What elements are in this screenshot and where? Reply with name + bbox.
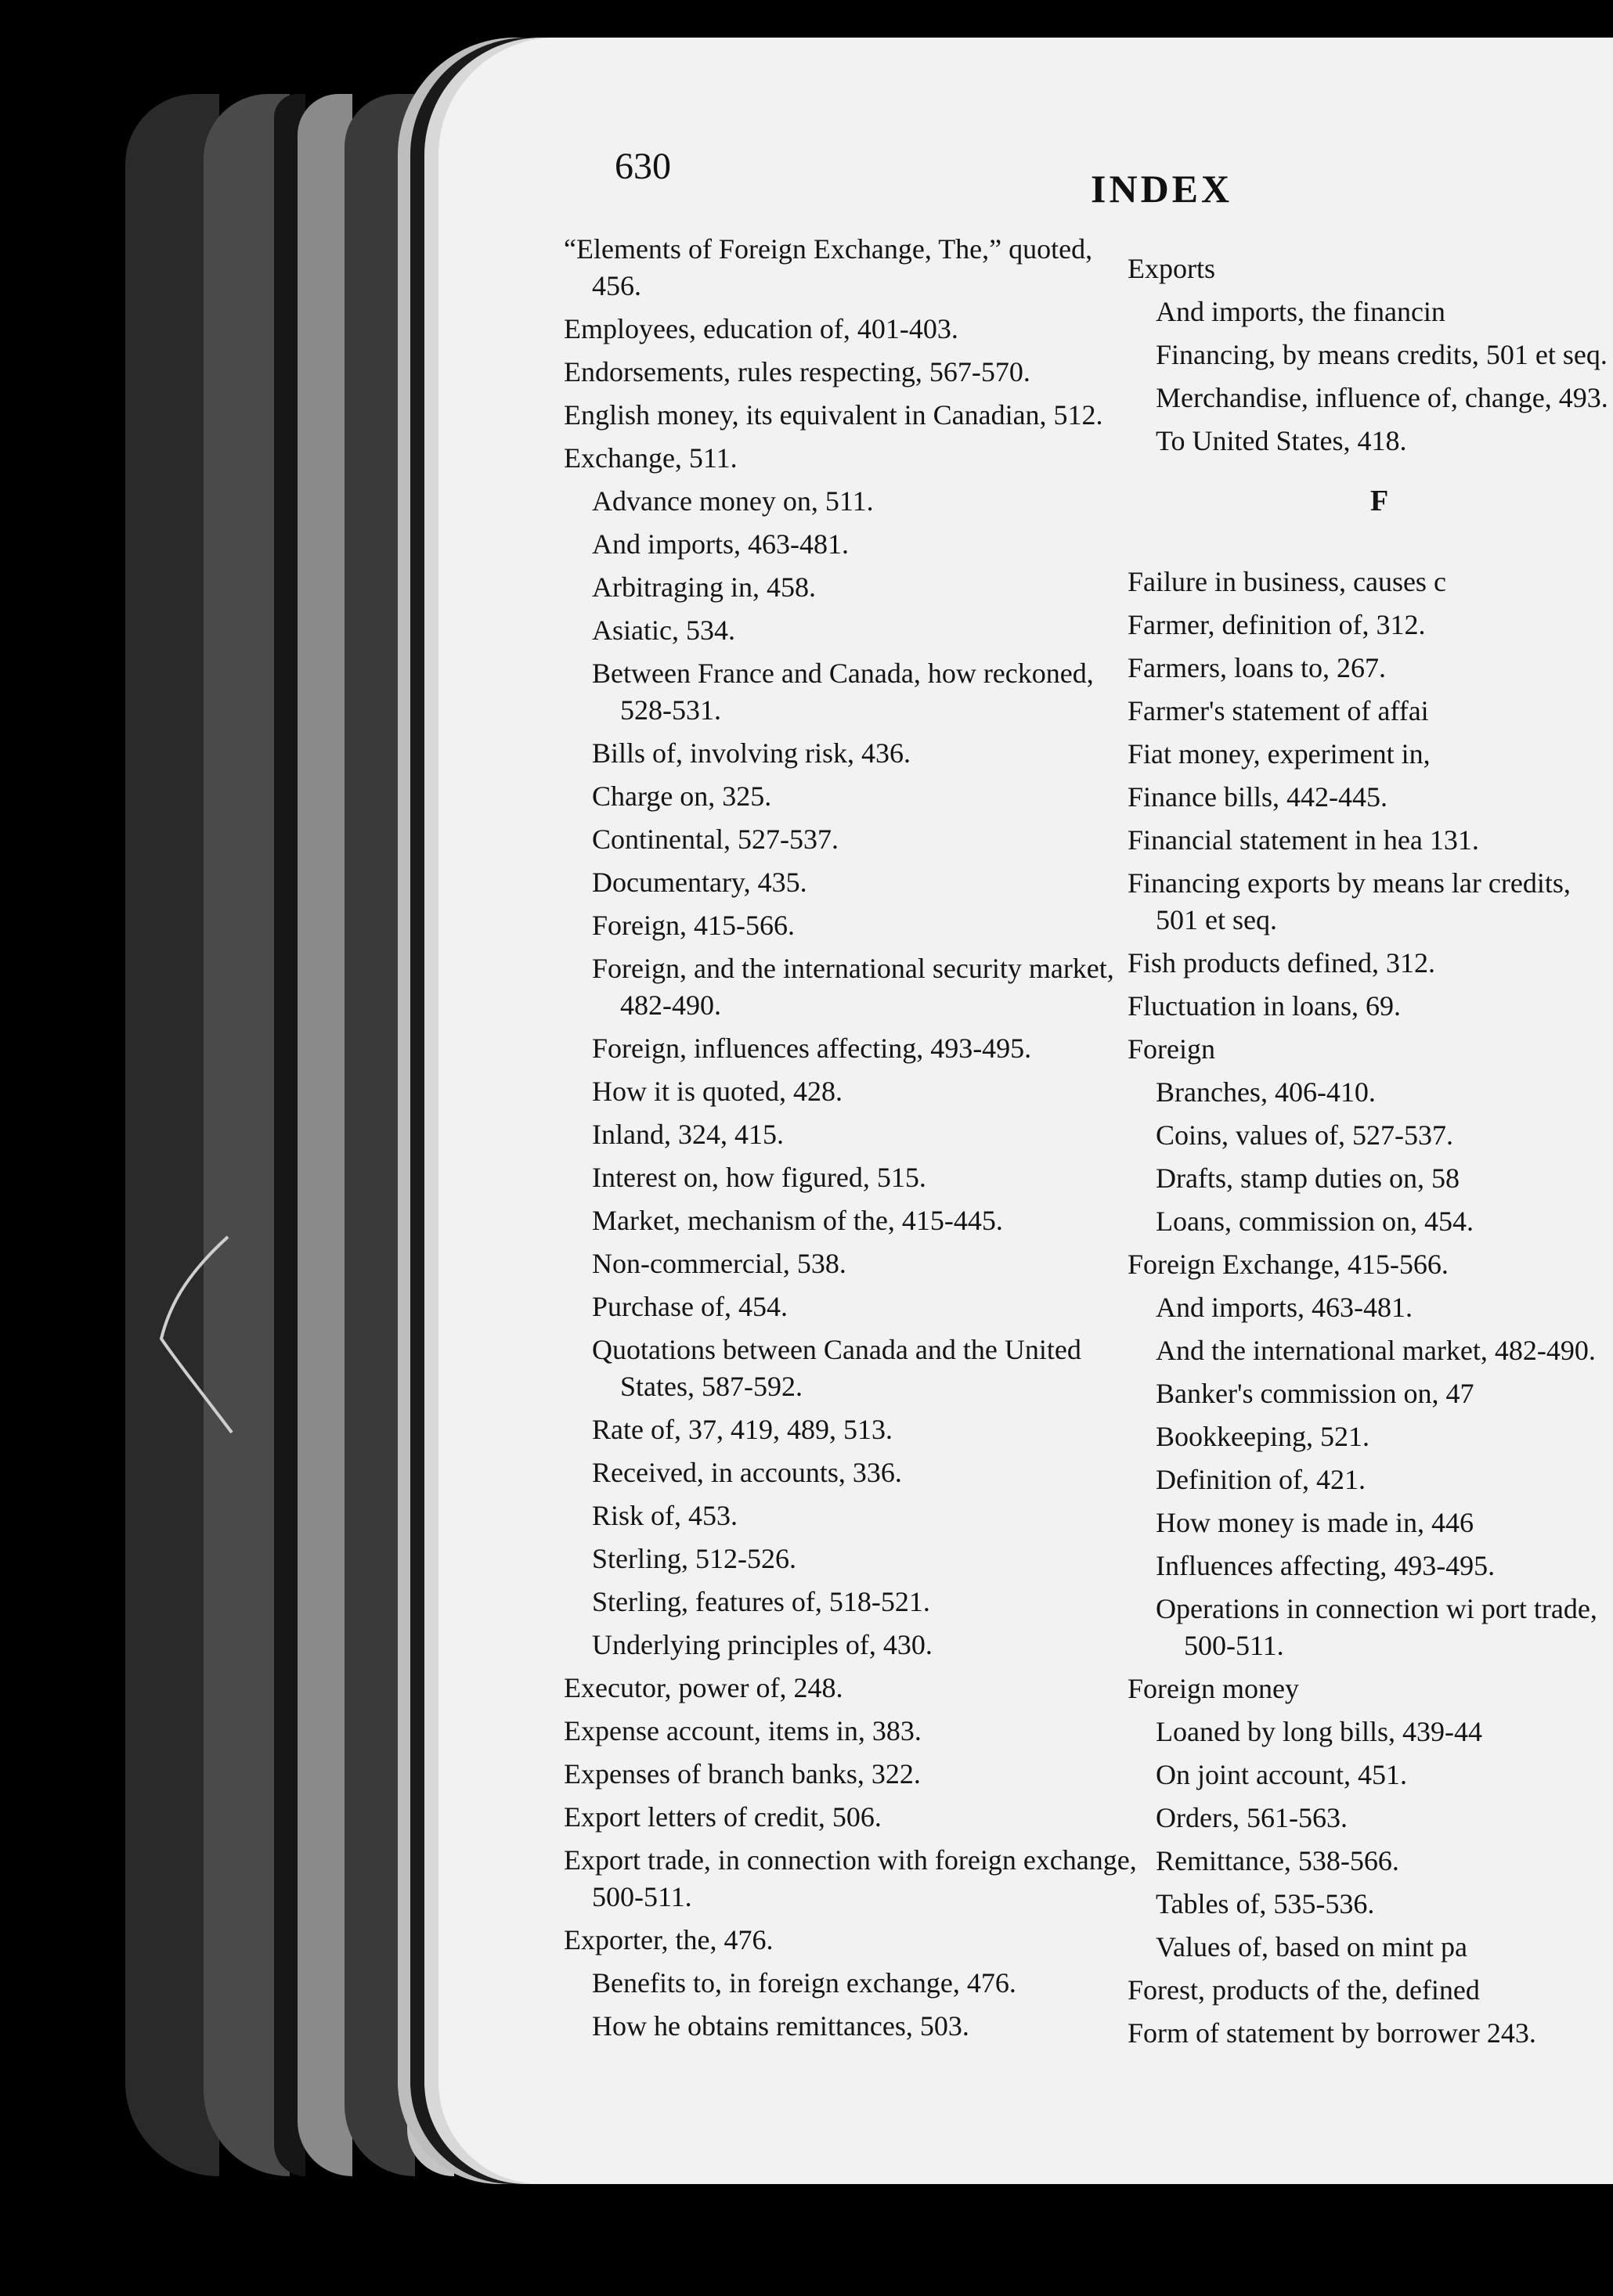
- index-entry: Farmers, loans to, 267.: [1128, 652, 1386, 683]
- index-subentry: And imports, 463-481.: [1156, 1292, 1413, 1323]
- index-entry: Financial statement in hea 131.: [1128, 824, 1479, 856]
- index-subentry: Tables of, 535-536.: [1156, 1888, 1375, 1919]
- index-subentry: Orders, 561-563.: [1156, 1802, 1348, 1833]
- index-entry: Exports: [1128, 253, 1215, 284]
- index-column-left: [564, 231, 1143, 2051]
- index-subentry: Financing, by means credits, 501 et seq.: [1156, 339, 1608, 370]
- index-entry: Foreign: [1128, 1033, 1215, 1065]
- index-entry: Farmer's statement of affai: [1128, 695, 1429, 726]
- index-entry: Finance bills, 442-445.: [1128, 781, 1387, 813]
- index-entry: “Elements of Foreign Exchange, The,” quoted, 456.: [564, 233, 1093, 301]
- index-entry: Executor, power of, 248.: [564, 1672, 843, 1703]
- index-subentry: Remittance, 538-566.: [1156, 1845, 1399, 1876]
- index-subentry: Merchandise, influence of, change, 493.: [1156, 382, 1608, 413]
- index-subentry: Between France and Canada, how reckoned, 528-531.: [592, 658, 1094, 726]
- index-subentry: To United States, 418.: [1156, 425, 1407, 456]
- index-subentry: On joint account, 451.: [1156, 1759, 1407, 1790]
- index-subentry: And imports, the financin: [1156, 296, 1445, 327]
- index-entry: Export trade, in connection with foreign exchange, 500-511.: [564, 1844, 1137, 1912]
- index-subentry: Operations in connection wi port trade, 500-511.: [1156, 1593, 1597, 1661]
- index-entry: Farmer, definition of, 312.: [1128, 609, 1426, 640]
- index-entry: Endorsements, rules respecting, 567-570.: [564, 356, 1030, 387]
- index-entry: Exporter, the, 476.: [564, 1924, 774, 1955]
- index-subentry: How he obtains remittances, 503.: [592, 2010, 969, 2042]
- index-subentry: Non-commercial, 538.: [592, 1248, 846, 1279]
- index-subentry: Market, mechanism of the, 415-445.: [592, 1205, 1003, 1236]
- index-entry: Fish products defined, 312.: [1128, 947, 1435, 979]
- index-column-right: [1128, 251, 1613, 2058]
- index-subentry: Purchase of, 454.: [592, 1291, 788, 1322]
- index-subentry: And imports, 463-481.: [592, 528, 849, 560]
- index-subentry: Sterling, 512-526.: [592, 1543, 796, 1574]
- page-crack-mark: [153, 1229, 247, 1464]
- index-entry: Form of statement by borrower 243.: [1128, 2017, 1536, 2049]
- index-subentry: Arbitraging in, 458.: [592, 571, 816, 603]
- index-entry: Export letters of credit, 506.: [564, 1801, 882, 1833]
- index-entry: Foreign Exchange, 415-566.: [1128, 1249, 1449, 1280]
- index-subentry: Drafts, stamp duties on, 58: [1156, 1162, 1460, 1194]
- index-subentry: How money is made in, 446: [1156, 1507, 1474, 1538]
- index-subentry: Banker's commission on, 47: [1156, 1378, 1474, 1409]
- index-subentry: Foreign, influences affecting, 493-495.: [592, 1033, 1032, 1064]
- index-entry: Failure in business, causes c: [1128, 566, 1446, 597]
- page-number: 630: [615, 146, 671, 187]
- index-entry: Expenses of branch banks, 322.: [564, 1758, 921, 1790]
- index-subentry: Underlying principles of, 430.: [592, 1629, 933, 1660]
- index-subentry: And the international market, 482-490.: [1156, 1335, 1596, 1366]
- index-entry: Financing exports by means lar credits, 501 et seq.: [1128, 867, 1571, 935]
- index-subentry: How it is quoted, 428.: [592, 1076, 843, 1107]
- index-subentry: Rate of, 37, 419, 489, 513.: [592, 1414, 893, 1445]
- index-subentry: Branches, 406-410.: [1156, 1076, 1376, 1108]
- index-subentry: Loans, commission on, 454.: [1156, 1206, 1474, 1237]
- index-entry: Exchange, 511.: [564, 442, 738, 474]
- index-subentry: Foreign, and the international security market, 482-490.: [592, 953, 1114, 1021]
- index-subentry: Benefits to, in foreign exchange, 476.: [592, 1967, 1016, 1999]
- section-letter: F: [1370, 485, 1389, 517]
- index-subentry: Interest on, how figured, 515.: [592, 1162, 926, 1193]
- index-subentry: Definition of, 421.: [1156, 1464, 1366, 1495]
- index-subentry: Received, in accounts, 336.: [592, 1457, 902, 1488]
- index-subentry: Bills of, involving risk, 436.: [592, 737, 911, 769]
- index-subentry: Risk of, 453.: [592, 1500, 738, 1531]
- index-entry: English money, its equivalent in Canadian, 512.: [564, 399, 1103, 431]
- index-subentry: Advance money on, 511.: [592, 485, 874, 517]
- index-subentry: Continental, 527-537.: [592, 824, 839, 855]
- index-entry: Expense account, items in, 383.: [564, 1715, 922, 1746]
- index-subentry: Sterling, features of, 518-521.: [592, 1586, 930, 1617]
- index-subentry: Quotations between Canada and the United States, 587-592.: [592, 1334, 1081, 1402]
- page-title: INDEX: [1091, 167, 1233, 211]
- index-entry: Forest, products of the, defined: [1128, 1974, 1480, 2006]
- index-subentry: Asiatic, 534.: [592, 615, 735, 646]
- index-subentry: Loaned by long bills, 439-44: [1156, 1716, 1482, 1747]
- index-subentry: Values of, based on mint pa: [1156, 1931, 1467, 1963]
- index-subentry: Documentary, 435.: [592, 867, 807, 898]
- index-subentry: Inland, 324, 415.: [592, 1119, 784, 1150]
- index-subentry: Charge on, 325.: [592, 780, 772, 812]
- index-subentry: Influences affecting, 493-495.: [1156, 1550, 1496, 1581]
- index-entry: Employees, education of, 401-403.: [564, 313, 958, 344]
- index-subentry: Coins, values of, 527-537.: [1156, 1119, 1453, 1151]
- index-subentry: Foreign, 415-566.: [592, 910, 795, 941]
- index-entry: Foreign money: [1128, 1673, 1299, 1704]
- index-subentry: Bookkeeping, 521.: [1156, 1421, 1369, 1452]
- index-entry: Fluctuation in loans, 69.: [1128, 990, 1401, 1022]
- index-entry: Fiat money, experiment in,: [1128, 738, 1431, 770]
